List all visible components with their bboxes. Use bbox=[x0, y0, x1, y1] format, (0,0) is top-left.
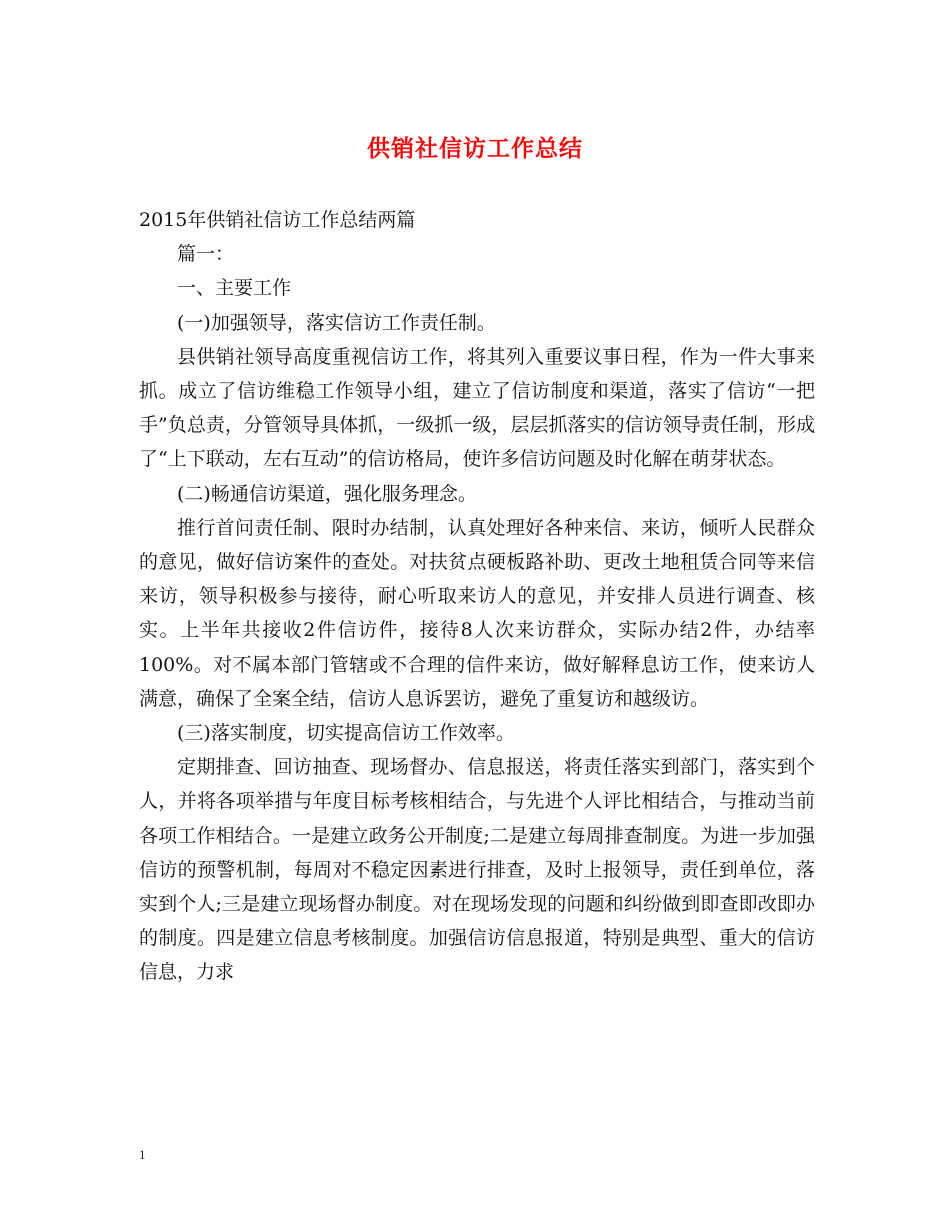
document-title: 供销社信访工作总结 bbox=[367, 136, 583, 162]
subsection-heading: (二)畅通信访渠道，强化服务理念。 bbox=[177, 482, 477, 505]
section-heading: 一、主要工作 bbox=[177, 277, 292, 300]
subsection-heading: (三)落实制度，切实提高信访工作效率。 bbox=[177, 722, 515, 745]
section-label: 篇一： bbox=[177, 243, 235, 266]
body-paragraph: 县供销社领导高度重视信访工作，将其列入重要议事日程，作为一件大事来抓。成立了信访维稳工作领导小组，建立了信访制度和渠道，落实了信访“一把手”负总责，分管领导具体抓，一级抓一级，层层抓落实的信访领导责任制，形成了“上下联动，左右互动”的信访格局，使许多信访问题及时化解在萌芽状态。 bbox=[139, 345, 815, 471]
body-paragraph: 定期排查、回访抽查、现场督办、信息报送，将责任落实到部门，落实到个人，并将各项举措与年度目标考核相结合，与先进个人评比相结合，与推动当前各项工作相结合。一是建立政务公开制度;二是建立每周排查制度。为进一步加强信访的预警机制，每周对不稳定因素进行排查，及时上报领导，责任到单位，落实到个人;三是建立现场督办制度。对在现场发现的问题和纠纷做到即查即改即办的制度。四是建立信息考核制度。加强信访信息报道，特别是典型、重大的信访信息，力求 bbox=[139, 756, 815, 984]
subsection-heading: (一)加强领导，落实信访工作责任制。 bbox=[177, 311, 496, 334]
page-number: 1 bbox=[139, 1147, 146, 1162]
document-body bbox=[139, 203, 815, 990]
body-paragraph: 推行首问责任制、限时办结制，认真处理好各种来信、来访，倾听人民群众的意见，做好信访案件的查处。对扶贫点硬板路补助、更改土地租赁合同等来信来访，领导积极参与接待，耐心听取来访人的意见，并安排人员进行调查、核实。上半年共接收2件信访件，接待8人次来访群众，实际办结2件，办结率100%。对不属本部门管辖或不合理的信件来访，做好解释息访工作，使来访人满意，确保了全案全结，信访人息诉罢访，避免了重复访和越级访。 bbox=[139, 516, 815, 710]
document-subtitle: 2015年供销社信访工作总结两篇 bbox=[139, 209, 416, 231]
